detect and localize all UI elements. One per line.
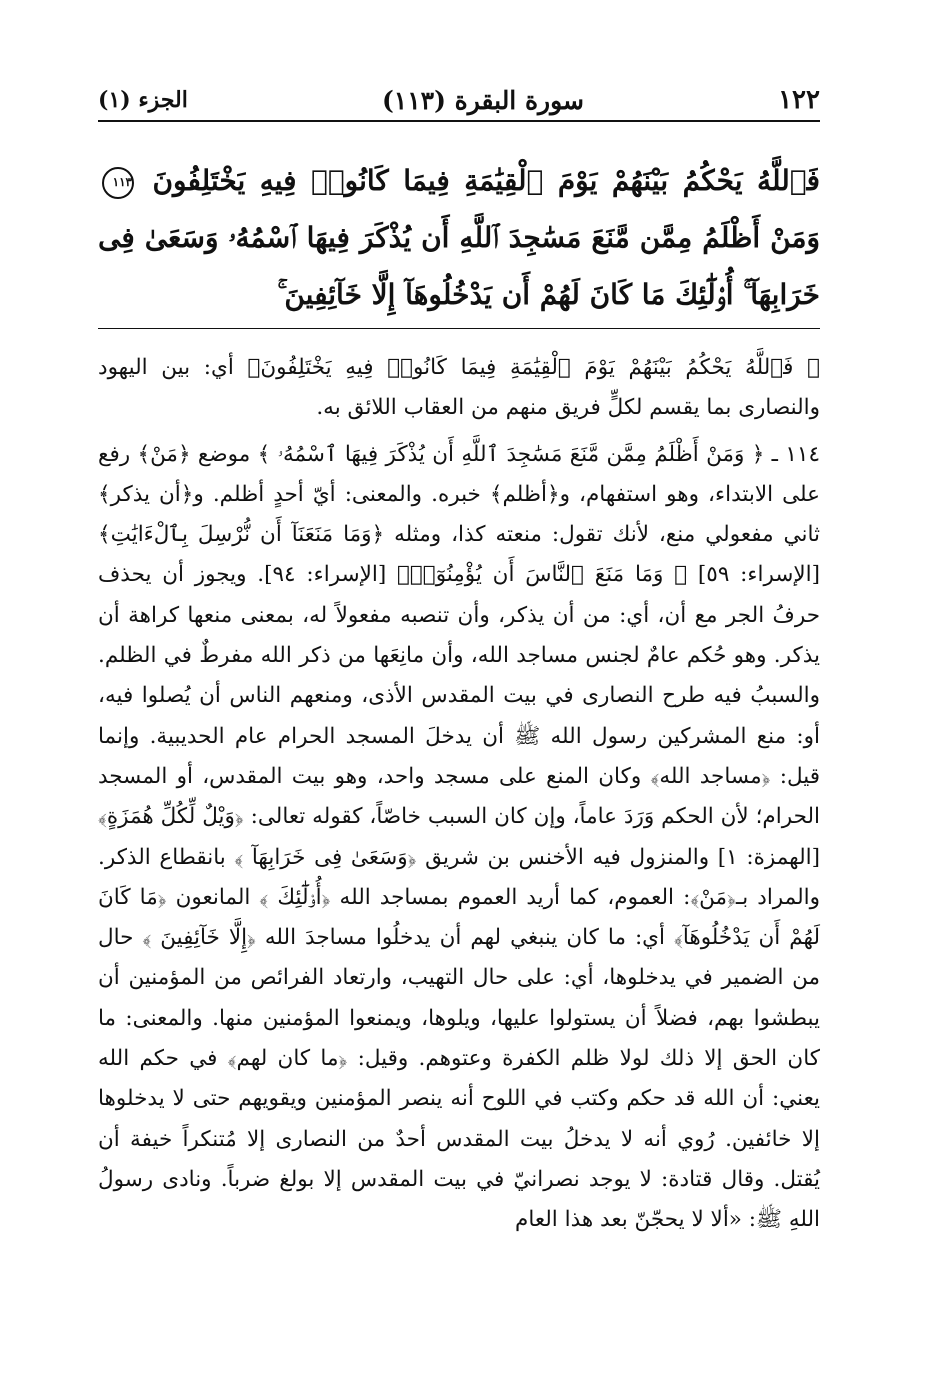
surah-title: سورة البقرة (١١٣)	[381, 85, 584, 115]
juz-label: الجزء (١)	[98, 87, 188, 113]
book-page	[98, 80, 820, 1380]
verse-text-after: وَمَنْ أَظْلَمُ مِمَّن مَّنَعَ مَسَٰجِدَ ٱللَّهِ أَن يُذْكَرَ فِيهَا ٱسْمُهُۥ وَسَعَىٰ فِى خَرَابِهَآ ۚ أُو۟لَٰٓئِكَ مَا كَانَ لَهُمْ أَن يَدْخُلُوهَآ إِلَّا خَآئِفِينَ ۚ	[98, 221, 820, 311]
ayah-number-marker: ١١٣	[102, 167, 134, 199]
commentary-block	[98, 348, 820, 1241]
verse-divider	[98, 328, 820, 329]
commentary-paragraph-2: ١١٤ ـ ﴿ وَمَنْ أَظْلَمُ مِمَّن مَّنَعَ مَسَٰجِدَ ٱللَّهِ أَن يُذْكَرَ فِيهَا ٱسْمُهُۥ ﴾ موضع ﴿مَنْ﴾ رفع على الابتداء، وهو استفهام، و﴿أظلم﴾ خبره. والمعنى: أيّ أحدٍ أظلم. و﴿أن يذكر﴾ ثاني مفعولي منع، لأنك تقول: منعته كذا، ومثله ﴿وَمَا مَنَعَنَآ أَن نُّرْسِلَ بِٱلْءَايَٰتِ﴾ [الإسراء: ٥٩] ﴿ وَمَا مَنَعَ ٱلنَّاسَ أَن يُؤْمِنُوٓا۟﴾ [الإسراء: ٩٤]. ويجوز أن يحذف حرفُ الجر مع أن، أي: من أن يذكر، وأن تنصبه مفعولاً له، بمعنى منعها كراهة أن يذكر. وهو حُكم عامٌ لجنس مساجد الله، وأن مانِعَها من ذكر الله مفرطٌ في الظلم. والسببُ فيه طرح النصارى في بيت المقدس الأذى، ومنعهم الناس أن يُصلوا فيه، أو: منع المشركين رسول الله ﷺ أن يدخلَ المسجد الحرام عام الحديبية. وإنما قيل: ﴿مساجد الله﴾ وكان المنع على مسجد واحد، وهو بيت المقدس، أو المسجد الحرام؛ لأن الحكم وَرَدَ عاماً، وإن كان السبب خاصّاً، كقوله تعالى: ﴿وَيْلٌ لِّكُلِّ هُمَزَةٍ﴾ [الهمزة: ١] والمنزول فيه الأخنس بن شريق ﴿وَسَعَىٰ فِى خَرَابِهَآ ﴾ بانقطاع الذكر. والمراد بـ﴿مَنْ﴾: العموم، كما أريد العموم بمساجد الله ﴿أُو۟لَٰٓئِكَ ﴾ المانعون ﴿مَا كَانَ لَهُمْ أَن يَدْخُلُوهَآ﴾ أي: ما كان ينبغي لهم أن يدخلُوا مساجدَ الله ﴿إِلَّا خَآئِفِينَ ﴾ حال من الضمير في يدخلوها، أي: على حال التهيب، وارتعاد الفرائص من المؤمنين أن يبطشوا بهم، فضلاً أن يستولوا عليها، ويلوها، ويمنعوا المؤمنين منها. والمعنى: ما كان الحق إلا ذلك لولا ظلم الكفرة وعتوهم. وقيل: ﴿ما كان لهم﴾ في حكم الله يعني: أن الله قد حكم وكتب في اللوح أنه ينصر المؤمنين ويقويهم حتى لا يدخلوها إلا خائفين. رُوي أنه لا يدخلُ بيت المقدس أحدٌ من النصارى إلا مُتنكراً خيفة أن يُقتل. وقال قتادة: لا يوجد نصرانيّ في بيت المقدس إلا بولغ ضرباً. ونادى رسولُ اللهِ ﷺ: «ألا لا يحجّنّ بعد هذا العام	[98, 441, 820, 1233]
commentary-paragraph-1: ﴿ فَٱللَّهُ يَحْكُمُ بَيْنَهُمْ يَوْمَ ٱلْقِيَٰمَةِ فِيمَا كَانُوا۟ فِيهِ يَخْتَلِفُونَ﴾ أي: بين اليهود والنصارى بما يقسم لكلٍّ فريق منهم من العقاب اللائق به.	[98, 355, 820, 421]
verse-text-before: فَٱللَّهُ يَحْكُمُ بَيْنَهُمْ يَوْمَ ٱلْقِيَٰمَةِ فِيمَا كَانُوا۟ فِيهِ يَخْتَلِفُونَ	[152, 164, 820, 197]
header-divider	[98, 120, 820, 122]
page-header	[98, 80, 820, 120]
page-number: ١٢٢	[778, 85, 820, 115]
quran-verse-block	[98, 152, 820, 323]
